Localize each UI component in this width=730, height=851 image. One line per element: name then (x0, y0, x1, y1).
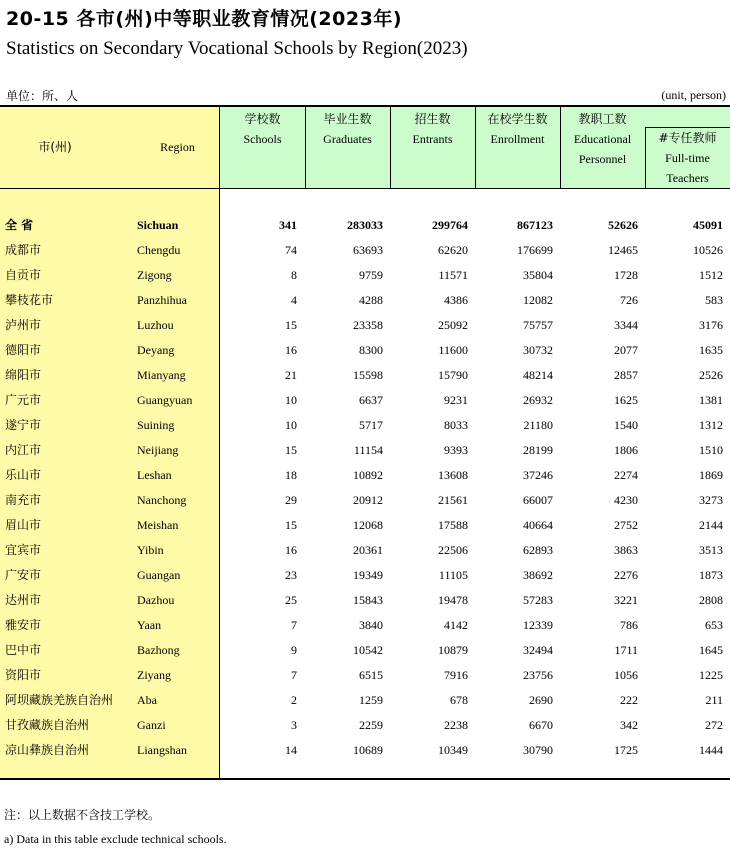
row-region-en: Ziyang (137, 668, 171, 682)
table-row-total (0, 213, 730, 238)
row-schools: 29 (285, 493, 297, 507)
row-graduates: 23358 (353, 318, 383, 332)
row-graduates: 1259 (359, 693, 383, 707)
row-schools: 15 (285, 518, 297, 532)
row-teachers: 2526 (699, 368, 723, 382)
row-region-cn: 全 省 (5, 218, 34, 232)
table-row (0, 613, 730, 638)
row-region-cn: 雅安市 (5, 618, 42, 632)
row-graduates: 10542 (353, 643, 383, 657)
row-region-cn: 绵阳市 (5, 368, 42, 382)
row-entrants: 10879 (438, 643, 468, 657)
page-title-cn: 20-15 各市(州)中等职业教育情况(2023年) (6, 8, 402, 30)
row-graduates: 6637 (359, 393, 383, 407)
page-title-en: Statistics on Secondary Vocational Schools by Region(2023) (6, 38, 468, 59)
row-personnel: 786 (620, 618, 638, 632)
row-teachers: 1645 (699, 643, 723, 657)
row-region-en: Zigong (137, 268, 172, 282)
row-enrollment: 57283 (523, 593, 553, 607)
row-entrants: 21561 (438, 493, 468, 507)
row-teachers: 1225 (699, 668, 723, 682)
row-teachers: 1312 (699, 418, 723, 432)
table-row (0, 313, 730, 338)
row-region-en: Luzhou (137, 318, 174, 332)
header-entrants: 招生数 Entrants (412, 112, 453, 146)
table-row (0, 338, 730, 363)
table-row (0, 263, 730, 288)
row-entrants: 2238 (444, 718, 468, 732)
row-graduates: 10689 (353, 743, 383, 757)
row-teachers: 3273 (699, 493, 723, 507)
header-city: 市(州) (38, 140, 72, 154)
row-enrollment: 62893 (523, 543, 553, 557)
statistics-table (0, 105, 730, 780)
table-row (0, 488, 730, 513)
table-row (0, 688, 730, 713)
row-teachers: 3176 (699, 318, 723, 332)
table-row (0, 663, 730, 688)
row-personnel: 1625 (614, 393, 638, 407)
row-entrants: 17588 (438, 518, 468, 532)
table-row (0, 638, 730, 663)
row-graduates: 20361 (353, 543, 383, 557)
row-enrollment: 28199 (523, 443, 553, 457)
row-enrollment: 23756 (523, 668, 553, 682)
row-personnel: 1728 (614, 268, 638, 282)
row-entrants: 11600 (438, 343, 468, 357)
row-teachers: 1635 (699, 343, 723, 357)
row-region-cn: 广元市 (5, 393, 42, 407)
header-personnel: 教职工数 Educational Personnel (573, 112, 632, 166)
row-graduates: 15843 (353, 593, 383, 607)
row-graduates: 8300 (359, 343, 383, 357)
row-region-en: Neijiang (137, 443, 179, 457)
row-personnel: 2276 (614, 568, 638, 582)
row-entrants: 15790 (438, 368, 468, 382)
row-entrants: 25092 (438, 318, 468, 332)
table-row (0, 588, 730, 613)
row-schools: 4 (291, 293, 297, 307)
table-row (0, 513, 730, 538)
row-graduates: 5717 (359, 418, 383, 432)
row-region-en: Yaan (137, 618, 162, 632)
table-row (0, 538, 730, 563)
row-entrants: 22506 (438, 543, 468, 557)
row-schools: 15 (285, 443, 297, 457)
row-region-en: Liangshan (137, 743, 187, 757)
row-enrollment: 30732 (523, 343, 553, 357)
row-region-cn: 自贡市 (5, 268, 42, 282)
row-teachers: 10526 (693, 243, 723, 257)
row-graduates: 19349 (353, 568, 383, 582)
row-region-en: Suining (137, 418, 175, 432)
row-enrollment: 6670 (529, 718, 553, 732)
header-graduates: 毕业生数 Graduates (323, 112, 372, 146)
row-schools: 341 (279, 218, 297, 232)
row-region-en: Chengdu (137, 243, 181, 257)
row-region-cn: 德阳市 (5, 343, 42, 357)
row-enrollment: 30790 (523, 743, 553, 757)
row-personnel: 1540 (614, 418, 638, 432)
row-personnel: 3863 (614, 543, 638, 557)
row-teachers: 1510 (699, 443, 723, 457)
row-entrants: 9393 (444, 443, 468, 457)
row-schools: 18 (285, 468, 297, 482)
row-schools: 21 (285, 368, 297, 382)
row-entrants: 10349 (438, 743, 468, 757)
row-enrollment: 32494 (523, 643, 553, 657)
row-schools: 7 (291, 618, 297, 632)
table-row (0, 438, 730, 463)
table-row (0, 363, 730, 388)
row-entrants: 7916 (444, 668, 468, 682)
row-graduates: 283033 (347, 218, 383, 232)
table-row (0, 463, 730, 488)
row-schools: 23 (285, 568, 297, 582)
table-row (0, 738, 730, 763)
row-region-cn: 达州市 (5, 593, 42, 607)
row-enrollment: 12339 (523, 618, 553, 632)
row-region-cn: 成都市 (5, 243, 42, 257)
row-entrants: 9231 (444, 393, 468, 407)
row-personnel: 12465 (608, 243, 638, 257)
row-entrants: 8033 (444, 418, 468, 432)
row-personnel: 1806 (614, 443, 638, 457)
row-schools: 74 (285, 243, 297, 257)
row-teachers: 2808 (699, 593, 723, 607)
header-region: Region (160, 140, 195, 154)
row-region-cn: 阿坝藏族羌族自治州 (5, 693, 114, 707)
row-entrants: 678 (450, 693, 468, 707)
row-enrollment: 176699 (517, 243, 553, 257)
row-region-cn: 攀枝花市 (5, 293, 54, 307)
row-enrollment: 66007 (523, 493, 553, 507)
table-row (0, 413, 730, 438)
row-entrants: 299764 (432, 218, 468, 232)
row-graduates: 12068 (353, 518, 383, 532)
row-enrollment: 21180 (523, 418, 553, 432)
row-region-en: Guangan (137, 568, 181, 582)
row-graduates: 20912 (353, 493, 383, 507)
row-personnel: 52626 (608, 218, 638, 232)
row-region-en: Meishan (137, 518, 179, 532)
row-entrants: 13608 (438, 468, 468, 482)
row-enrollment: 38692 (523, 568, 553, 582)
table-row (0, 238, 730, 263)
row-schools: 25 (285, 593, 297, 607)
row-graduates: 15598 (353, 368, 383, 382)
row-enrollment: 75757 (523, 318, 553, 332)
row-region-en: Sichuan (137, 218, 179, 232)
row-region-cn: 泸州市 (5, 318, 42, 332)
row-enrollment: 35804 (523, 268, 553, 282)
row-region-cn: 南充市 (5, 493, 42, 507)
row-personnel: 4230 (614, 493, 638, 507)
row-schools: 16 (285, 543, 297, 557)
row-graduates: 10892 (353, 468, 383, 482)
row-region-cn: 资阳市 (5, 668, 42, 682)
row-schools: 2 (291, 693, 297, 707)
row-personnel: 726 (620, 293, 638, 307)
row-enrollment: 40664 (523, 518, 553, 532)
row-teachers: 1869 (699, 468, 723, 482)
row-personnel: 3344 (614, 318, 638, 332)
table-row (0, 288, 730, 313)
row-enrollment: 37246 (523, 468, 553, 482)
row-region-en: Aba (137, 693, 157, 707)
row-entrants: 11571 (438, 268, 468, 282)
row-region-cn: 乐山市 (5, 468, 42, 482)
row-schools: 9 (291, 643, 297, 657)
row-teachers: 1444 (699, 743, 723, 757)
row-schools: 10 (285, 418, 297, 432)
row-personnel: 2274 (614, 468, 638, 482)
row-personnel: 2752 (614, 518, 638, 532)
row-teachers: 1873 (699, 568, 723, 582)
row-region-en: Mianyang (137, 368, 186, 382)
row-schools: 7 (291, 668, 297, 682)
unit-label-cn: 单位：所、人 (6, 89, 79, 103)
table-row (0, 713, 730, 738)
row-schools: 8 (291, 268, 297, 282)
row-enrollment: 26932 (523, 393, 553, 407)
row-entrants: 19478 (438, 593, 468, 607)
row-personnel: 342 (620, 718, 638, 732)
row-enrollment: 867123 (517, 218, 553, 232)
row-region-en: Dazhou (137, 593, 175, 607)
row-teachers: 211 (705, 693, 723, 707)
row-region-cn: 甘孜藏族自治州 (5, 718, 90, 732)
row-schools: 15 (285, 318, 297, 332)
row-region-en: Nanchong (137, 493, 187, 507)
row-enrollment: 48214 (523, 368, 553, 382)
row-teachers: 2144 (699, 518, 723, 532)
row-personnel: 222 (620, 693, 638, 707)
row-region-en: Leshan (137, 468, 172, 482)
row-region-cn: 凉山彝族自治州 (5, 743, 90, 757)
row-region-cn: 巴中市 (5, 643, 42, 657)
row-entrants: 4142 (444, 618, 468, 632)
row-region-en: Panzhihua (137, 293, 187, 307)
footnote-en: a) Data in this table exclude technical schools. (4, 832, 227, 846)
row-region-en: Bazhong (137, 643, 180, 657)
row-region-en: Deyang (137, 343, 175, 357)
row-personnel: 3221 (614, 593, 638, 607)
row-region-cn: 内江市 (5, 443, 42, 457)
row-entrants: 62620 (438, 243, 468, 257)
row-region-cn: 广安市 (5, 568, 42, 582)
footnote-cn: 注：以上数据不含技工学校。 (4, 808, 161, 822)
row-personnel: 2077 (614, 343, 638, 357)
row-teachers: 1381 (699, 393, 723, 407)
row-region-en: Ganzi (137, 718, 166, 732)
row-enrollment: 12082 (523, 293, 553, 307)
header-enrollment: 在校学生数 Enrollment (487, 112, 548, 146)
row-graduates: 9759 (359, 268, 383, 282)
row-graduates: 11154 (353, 443, 383, 457)
row-entrants: 4386 (444, 293, 468, 307)
row-graduates: 4288 (359, 293, 383, 307)
row-region-en: Yibin (137, 543, 164, 557)
row-region-cn: 遂宁市 (5, 418, 42, 432)
row-teachers: 1512 (699, 268, 723, 282)
row-graduates: 3840 (359, 618, 383, 632)
row-region-cn: 眉山市 (5, 518, 42, 532)
row-graduates: 63693 (353, 243, 383, 257)
row-schools: 10 (285, 393, 297, 407)
header-divider (0, 188, 730, 189)
header-teachers: #专任教师 Full-time Teachers (658, 131, 717, 185)
row-personnel: 2857 (614, 368, 638, 382)
row-teachers: 653 (705, 618, 723, 632)
row-teachers: 272 (705, 718, 723, 732)
row-personnel: 1725 (614, 743, 638, 757)
row-personnel: 1711 (614, 643, 638, 657)
row-region-en: Guangyuan (137, 393, 193, 407)
row-enrollment: 2690 (529, 693, 553, 707)
table-row (0, 388, 730, 413)
row-teachers: 583 (705, 293, 723, 307)
row-schools: 3 (291, 718, 297, 732)
row-schools: 16 (285, 343, 297, 357)
header-schools: 学校数 Schools (243, 112, 282, 146)
row-region-cn: 宜宾市 (5, 543, 42, 557)
row-teachers: 3513 (699, 543, 723, 557)
unit-label-en: (unit, person) (661, 88, 726, 102)
row-graduates: 2259 (359, 718, 383, 732)
row-graduates: 6515 (359, 668, 383, 682)
row-teachers: 45091 (693, 218, 723, 232)
table-row (0, 563, 730, 588)
row-personnel: 1056 (614, 668, 638, 682)
row-schools: 14 (285, 743, 297, 757)
row-entrants: 11105 (438, 568, 468, 582)
